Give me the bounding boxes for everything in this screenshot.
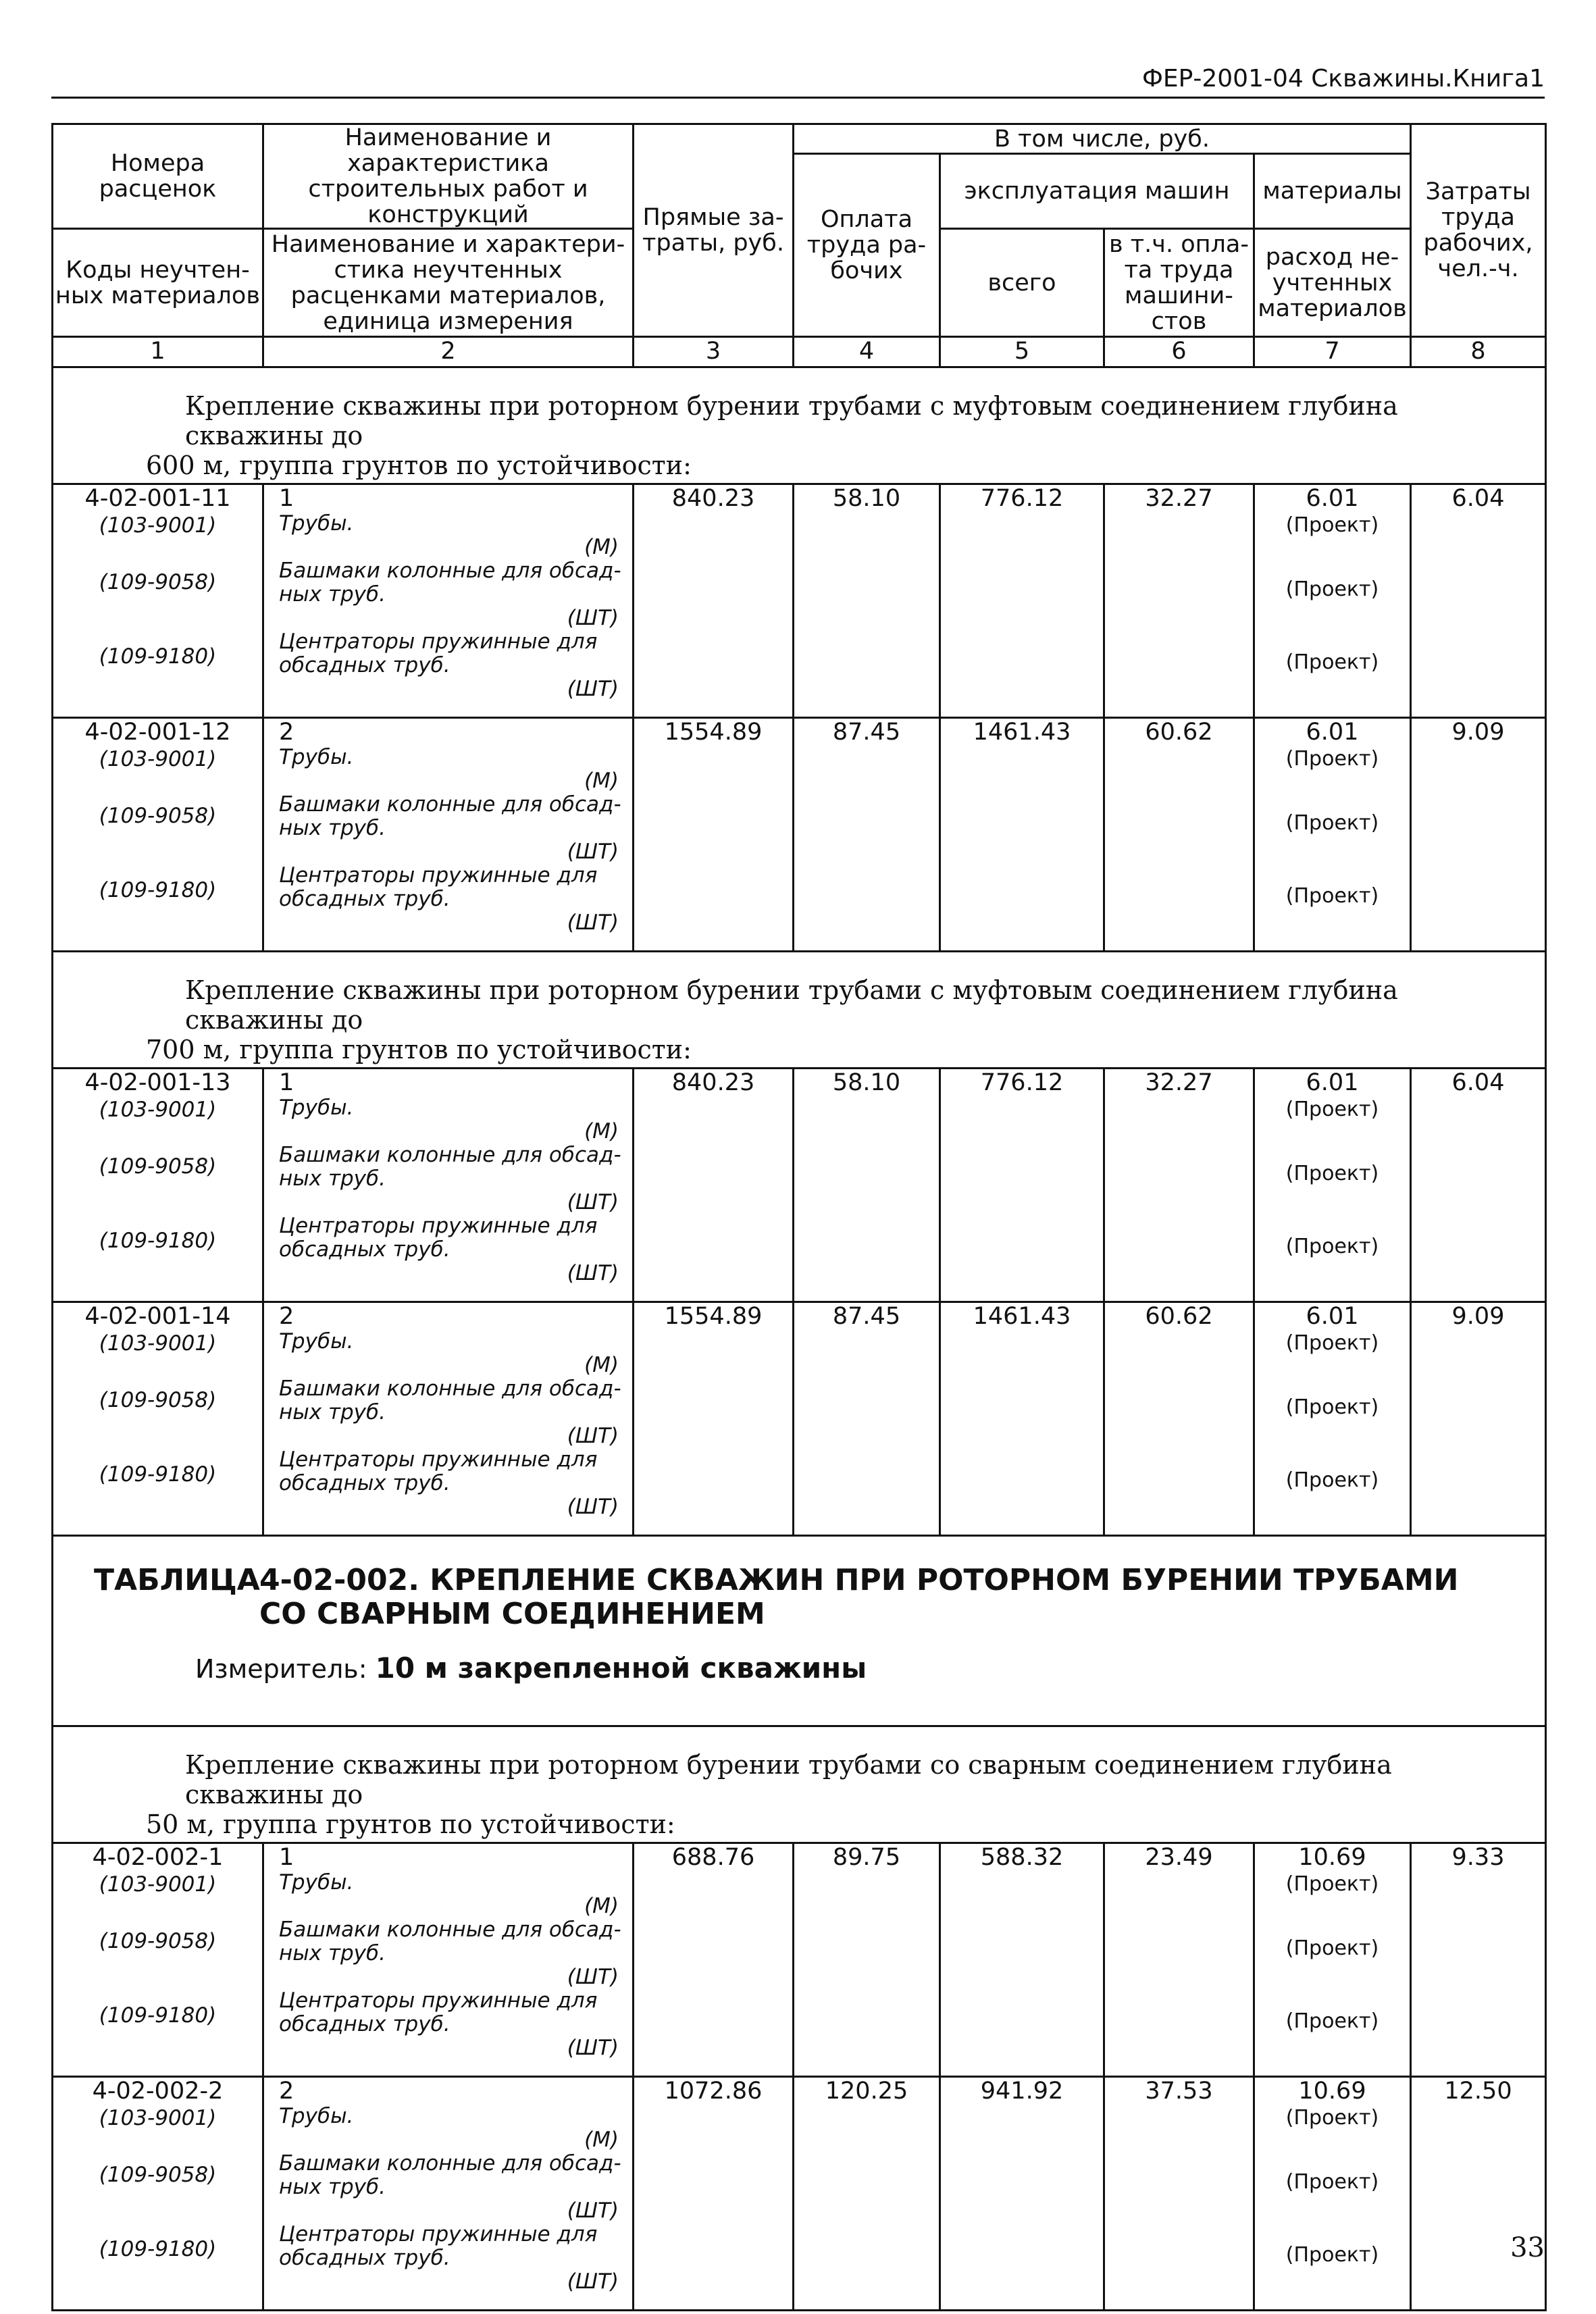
- material-name: Башмаки колонные для обсад-ных труб.: [279, 2151, 621, 2199]
- rate-number: 1: [279, 485, 294, 512]
- rate-number: 1: [279, 1069, 294, 1096]
- machine-labor-cost: 60.62: [1104, 718, 1254, 952]
- header-rule: [51, 97, 1545, 99]
- section-heading-row: [53, 367, 1546, 484]
- labor-cost: 89.75: [794, 1843, 940, 2077]
- material-unit: (М): [584, 1894, 619, 1918]
- section-heading-line: 600 м, группа грунтов по устойчивости:: [146, 451, 692, 480]
- measure: [53, 1631, 1545, 1725]
- rate-number: 1: [279, 1844, 294, 1871]
- material-rate: 6.01: [1306, 1303, 1359, 1330]
- machine-labor-cost: 32.27: [1104, 484, 1254, 718]
- machine-labor-cost: 23.49: [1104, 1843, 1254, 2077]
- material-note: (Проект): [1285, 1936, 1379, 1960]
- material-note: (Проект): [1285, 1235, 1379, 1258]
- material-name: Башмаки колонные для обсад-ных труб.: [279, 1377, 621, 1424]
- direct-cost: 1554.89: [634, 1302, 794, 1536]
- material-note: (Проект): [1285, 2243, 1379, 2267]
- materials-cell: [1254, 484, 1411, 718]
- col1-top-header: Номера расценок: [53, 124, 263, 229]
- col2-bottom-header: Наименование и характери-стика неучтенных расценками материалов, единица измерения: [263, 229, 634, 337]
- table-title-text: 4-02-002. КРЕПЛЕНИЕ СКВАЖИН ПРИ РОТОРНОМ БУРЕНИИ ТРУБАМИ СО СВАРНЫМ СОЕДИНЕНИЕМ: [259, 1563, 1459, 1631]
- machine-labor-cost: 32.27: [1104, 1069, 1254, 1302]
- page-number: 33: [1510, 2232, 1545, 2263]
- material-unit: (ШТ): [567, 2199, 619, 2223]
- column-number: 4: [794, 337, 940, 367]
- machine-labor-cost: 60.62: [1104, 1302, 1254, 1536]
- material-code: (109-9180): [99, 2237, 217, 2261]
- material-name: Центраторы пружинные для обсадных труб.: [279, 1214, 598, 1262]
- column-number: 3: [634, 337, 794, 367]
- machine-cost: 1461.43: [940, 718, 1104, 952]
- rate-code-cell: [53, 484, 263, 718]
- labor-hours: 12.50: [1411, 2077, 1546, 2311]
- material-rate: 6.01: [1306, 719, 1359, 746]
- machine-labor-cost: 37.53: [1104, 2077, 1254, 2311]
- material-code: (109-9180): [99, 644, 217, 669]
- material-rate: 10.69: [1298, 1844, 1366, 1871]
- material-name: Центраторы пружинные для обсадных труб.: [279, 1447, 598, 1495]
- col3-header: Прямые за-траты, руб.: [634, 124, 794, 337]
- col8-header: Затраты труда рабочих, чел.-ч.: [1411, 124, 1546, 337]
- material-code: (109-9058): [99, 2163, 217, 2187]
- material-unit: (ШТ): [567, 1190, 619, 1214]
- labor-cost: 58.10: [794, 484, 940, 718]
- material-note: (Проект): [1285, 2009, 1379, 2033]
- rate-code: 4-02-001-14: [84, 1303, 231, 1330]
- material-unit: (М): [584, 1353, 619, 1377]
- material-name: Трубы.: [279, 1096, 354, 1120]
- labor-hours: 6.04: [1411, 1069, 1546, 1302]
- material-name: Центраторы пружинные для обсадных труб.: [279, 1988, 598, 2036]
- material-code: (103-9001): [99, 1098, 217, 1122]
- machine-cost: 1461.43: [940, 1302, 1104, 1536]
- labor-hours: 6.04: [1411, 484, 1546, 718]
- material-name: Башмаки колонные для обсад-ных труб.: [279, 559, 621, 607]
- column-numbers-row: [53, 337, 1546, 367]
- rate-description-cell: [263, 1843, 634, 2077]
- section-heading-row: [53, 952, 1546, 1069]
- machine-cost: 588.32: [940, 1843, 1104, 2077]
- material-name: Центраторы пружинные для обсадных труб.: [279, 2222, 598, 2270]
- material-code: (109-9058): [99, 570, 217, 594]
- column-number: 5: [940, 337, 1104, 367]
- column-number: 1: [53, 337, 263, 367]
- rates-table: [51, 123, 1547, 2311]
- section-heading-line: Крепление скважины при роторном бурении трубами с муфтовым соединением глубина скважины до: [185, 975, 1398, 1035]
- rate-number: 2: [279, 719, 294, 746]
- rate-code-cell: [53, 1302, 263, 1536]
- rate-code-cell: [53, 1843, 263, 2077]
- material-unit: (М): [584, 535, 619, 559]
- labor-cost: 87.45: [794, 1302, 940, 1536]
- direct-cost: 840.23: [634, 1069, 794, 1302]
- material-rate: 6.01: [1306, 1069, 1359, 1096]
- material-unit: (М): [584, 769, 619, 793]
- labor-cost: 87.45: [794, 718, 940, 952]
- rate-code: 4-02-001-12: [84, 719, 231, 746]
- material-code: (109-9180): [99, 2003, 217, 2028]
- material-unit: (ШТ): [567, 910, 619, 935]
- material-note: (Проект): [1285, 884, 1379, 908]
- rate-code: 4-02-002-2: [92, 2078, 224, 2105]
- material-code: (109-9180): [99, 1462, 217, 1487]
- table-title: [53, 1537, 1545, 1631]
- section-heading: [53, 952, 1546, 1069]
- section-heading-line: 700 м, группа грунтов по устойчивости:: [146, 1035, 692, 1064]
- material-name: Центраторы пружинные для обсадных труб.: [279, 629, 598, 677]
- rate-code-cell: [53, 1069, 263, 1302]
- labor-cost: 120.25: [794, 2077, 940, 2311]
- column-number: 8: [1411, 337, 1546, 367]
- materials-cell: [1254, 1069, 1411, 1302]
- material-code: (109-9058): [99, 1388, 217, 1412]
- material-code: (103-9001): [99, 513, 217, 538]
- material-unit: (ШТ): [567, 677, 619, 701]
- direct-cost: 1554.89: [634, 718, 794, 952]
- table-row: [53, 2077, 1546, 2311]
- rate-code: 4-02-001-11: [84, 485, 231, 512]
- machines-header: эксплуатация машин: [940, 154, 1254, 229]
- section-heading: [53, 367, 1546, 484]
- labor-hours: 9.33: [1411, 1843, 1546, 2077]
- material-unit: (ШТ): [567, 1424, 619, 1448]
- material-name: Башмаки колонные для обсад-ных труб.: [279, 792, 621, 840]
- material-unit: (ШТ): [567, 2269, 619, 2294]
- table-row: [53, 1069, 1546, 1302]
- rate-number: 2: [279, 2078, 294, 2105]
- machine-cost: 941.92: [940, 2077, 1104, 2311]
- material-name: Трубы.: [279, 745, 354, 769]
- machine-cost: 776.12: [940, 1069, 1104, 1302]
- column-number: 6: [1104, 337, 1254, 367]
- material-code: (103-9001): [99, 1331, 217, 1356]
- page-header: ФЕР-2001-04 Скважины.Книга1: [1141, 65, 1545, 93]
- material-name: Башмаки колонные для обсад-ных труб.: [279, 1918, 621, 1965]
- material-note: (Проект): [1285, 513, 1379, 537]
- column-number: 2: [263, 337, 634, 367]
- material-unit: (М): [584, 1119, 619, 1143]
- material-code: (109-9058): [99, 1929, 217, 1953]
- material-note: (Проект): [1285, 1395, 1379, 1419]
- material-note: (Проект): [1285, 577, 1379, 601]
- table-title-block: [53, 1536, 1546, 1726]
- rate-description-cell: [263, 2077, 634, 2311]
- material-name: Центраторы пружинные для обсадных труб.: [279, 863, 598, 911]
- material-code: (103-9001): [99, 747, 217, 771]
- rate-description-cell: [263, 1069, 634, 1302]
- materials-cell: [1254, 1843, 1411, 2077]
- material-note: (Проект): [1285, 1468, 1379, 1492]
- rate-number: 2: [279, 1303, 294, 1330]
- table-title-row: [53, 1536, 1546, 1726]
- section-heading-line: Крепление скважины при роторном бурении трубами с муфтовым соединением глубина скважины до: [185, 391, 1398, 451]
- direct-cost: 688.76: [634, 1843, 794, 2077]
- material-note: (Проект): [1285, 1098, 1379, 1121]
- material-note: (Проект): [1285, 1162, 1379, 1185]
- material-note: (Проект): [1285, 2170, 1379, 2194]
- material-name: Трубы.: [279, 511, 354, 536]
- rate-code: 4-02-001-13: [84, 1069, 231, 1096]
- table-row: [53, 1302, 1546, 1536]
- material-unit: (ШТ): [567, 1965, 619, 1989]
- materials-cell: [1254, 1302, 1411, 1536]
- rate-description-cell: [263, 718, 634, 952]
- table-row: [53, 718, 1546, 952]
- material-rate: 10.69: [1298, 2078, 1366, 2105]
- rate-description-cell: [263, 1302, 634, 1536]
- rate-code-cell: [53, 718, 263, 952]
- labor-cost: 58.10: [794, 1069, 940, 1302]
- table-row: [53, 1843, 1546, 2077]
- material-note: (Проект): [1285, 747, 1379, 771]
- material-code: (103-9001): [99, 1872, 217, 1897]
- measure-label: Измеритель:: [195, 1654, 367, 1684]
- material-name: Трубы.: [279, 1329, 354, 1354]
- material-unit: (ШТ): [567, 1261, 619, 1285]
- material-unit: (ШТ): [567, 840, 619, 864]
- section-heading-line: Крепление скважины при роторном бурении трубами со сварным соединением глубина скважины до: [185, 1750, 1392, 1809]
- measure-value: 10 м закрепленной скважины: [375, 1651, 867, 1685]
- materials-header: материалы: [1254, 154, 1411, 229]
- rate-code: 4-02-002-1: [92, 1844, 224, 1871]
- section-heading-line: 50 м, группа грунтов по устойчивости:: [146, 1809, 675, 1839]
- material-code: (103-9001): [99, 2106, 217, 2130]
- col2-top-header: Наименование и характеристика строительных работ и конструкций: [263, 124, 634, 229]
- direct-cost: 840.23: [634, 484, 794, 718]
- material-note: (Проект): [1285, 1331, 1379, 1355]
- table-row: [53, 484, 1546, 718]
- material-unit: (М): [584, 2128, 619, 2152]
- col5-header: всего: [940, 229, 1104, 337]
- labor-hours: 9.09: [1411, 1302, 1546, 1536]
- table-label: ТАБЛИЦА: [94, 1563, 260, 1597]
- material-unit: (ШТ): [567, 1495, 619, 1519]
- column-number: 7: [1254, 337, 1411, 367]
- material-note: (Проект): [1285, 1872, 1379, 1896]
- material-unit: (ШТ): [567, 2036, 619, 2060]
- material-note: (Проект): [1285, 811, 1379, 835]
- materials-cell: [1254, 718, 1411, 952]
- material-unit: (ШТ): [567, 606, 619, 630]
- material-code: (109-9180): [99, 878, 217, 902]
- including-header: В том числе, руб.: [794, 124, 1411, 154]
- rate-description-cell: [263, 484, 634, 718]
- col7-header: расход не-учтенных материалов: [1254, 229, 1411, 337]
- direct-cost: 1072.86: [634, 2077, 794, 2311]
- rate-code-cell: [53, 2077, 263, 2311]
- material-name: Трубы.: [279, 2104, 354, 2128]
- material-code: (109-9058): [99, 1154, 217, 1179]
- material-name: Башмаки колонные для обсад-ных труб.: [279, 1143, 621, 1191]
- col4-header: Оплата труда ра-бочих: [794, 154, 940, 337]
- col1-bottom-header: Коды неучтен-ных материалов: [53, 229, 263, 337]
- section-heading: [53, 1726, 1546, 1843]
- machine-cost: 776.12: [940, 484, 1104, 718]
- material-rate: 6.01: [1306, 485, 1359, 512]
- materials-cell: [1254, 2077, 1411, 2311]
- material-code: (109-9058): [99, 804, 217, 828]
- col6-header: в т.ч. опла-та труда машини-стов: [1104, 229, 1254, 337]
- labor-hours: 9.09: [1411, 718, 1546, 952]
- material-name: Трубы.: [279, 1870, 354, 1895]
- material-note: (Проект): [1285, 650, 1379, 674]
- material-code: (109-9180): [99, 1229, 217, 1253]
- section-heading-row: [53, 1726, 1546, 1843]
- material-note: (Проект): [1285, 2106, 1379, 2130]
